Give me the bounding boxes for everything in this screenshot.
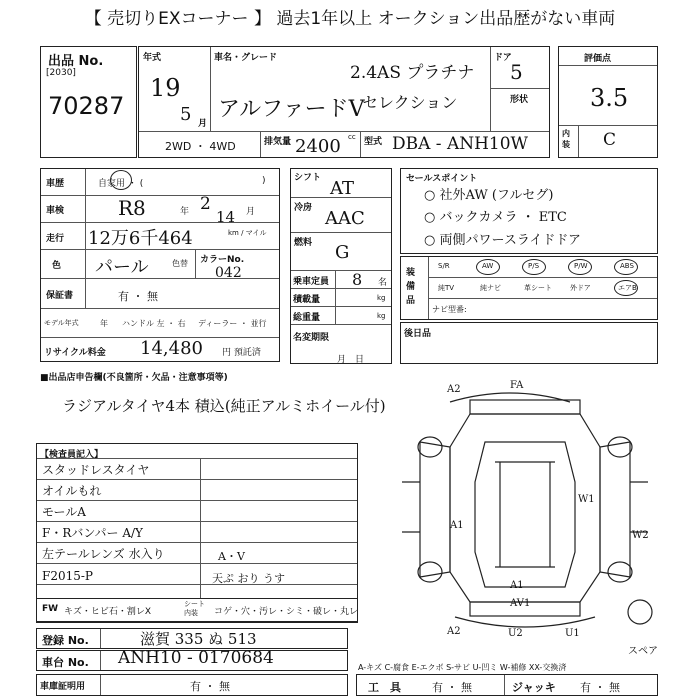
equip-navi: 純ナビ [480, 284, 501, 292]
damage-a2-bottom: A2 [447, 626, 461, 637]
name-change-label: 名変期限 [293, 333, 330, 343]
fw-label: FW [42, 604, 59, 614]
sales-point-1: ○ 社外AW (フルセグ) [424, 188, 554, 203]
color-no-value: 042 [215, 265, 242, 281]
year-label: 年式 [143, 53, 162, 63]
cool-value: AAC [325, 208, 365, 229]
post-items-label: 後日品 [404, 329, 432, 339]
equip-aw: AW [482, 262, 494, 270]
recycle-amount: 14,480 [140, 338, 203, 359]
banner-title: 【 売切りEXコーナー 】 過去1年以上 オークション出品歴がない車両 [84, 9, 616, 29]
tools-value: 有 ・ 無 [432, 681, 472, 694]
equip-door: 外ドア [570, 284, 591, 292]
load-label: 積載量 [293, 295, 321, 305]
doors-label: ドア [494, 53, 512, 63]
cert-value: 有 ・ 無 [190, 680, 230, 693]
load-unit: kg [377, 294, 386, 302]
inspector-note-roof: 天ぷ おり うす [212, 572, 285, 585]
seat-text: コゲ・穴・汚レ・シミ・破レ・丸レ [214, 607, 359, 617]
inspection-day: 14 [216, 208, 236, 226]
weight-unit: kg [377, 312, 386, 320]
tools-label: 工 具 [368, 681, 401, 694]
damage-a1-roof: A1 [510, 580, 524, 591]
equip-sr: S/R [438, 262, 450, 270]
inspector-line-5: 左テールレンズ 水入り [42, 547, 165, 561]
shift-label: シフト [294, 173, 322, 183]
score-label: 評価点 [584, 54, 612, 64]
inspection-month: 2 [200, 194, 211, 214]
shape-label: 形状 [510, 95, 529, 105]
damage-legend: A-キズ C-腐食 E-エクボ S-サビ U-凹ミ W-補修 XX-交換済 [358, 663, 567, 672]
damage-fa: FA [510, 380, 524, 391]
jack-value: 有 ・ 無 [580, 681, 620, 694]
fw-text: キズ・ヒビ石・割レX [64, 607, 151, 617]
color-change-label: 色替 [172, 259, 188, 268]
chassis-value: ANH10 - 0170684 [118, 648, 274, 668]
color-label: 色 [52, 261, 62, 271]
seat-label: シート内装 [184, 600, 205, 617]
mileage-label: 走行 [46, 234, 65, 244]
color-value: パール [95, 257, 149, 278]
month-value: 5 [180, 104, 192, 125]
inspector-line-6: F2015-P [42, 569, 93, 583]
warranty-value: 有 ・ 無 [118, 290, 158, 303]
damage-w1: W1 [578, 494, 595, 505]
inspector-line-1: スタッドレスタイヤ [42, 463, 150, 477]
equip-pw: P/W [574, 262, 588, 270]
mileage-unit: km / マイル [228, 229, 267, 237]
inspector-line-3: モールA [42, 505, 86, 519]
weight-label: 総重量 [293, 313, 321, 323]
grade-value: 2.4AS プラチナ [350, 63, 475, 83]
equip-ps: P/S [528, 262, 540, 270]
chassis-label: 車台 No. [42, 656, 89, 669]
recycle-unit: 円 預託済 [222, 348, 261, 358]
history-circle [110, 170, 132, 190]
inspection-label: 車検 [46, 206, 65, 216]
score-value: 3.5 [590, 84, 629, 112]
capacity-label: 乗車定員 [293, 277, 330, 287]
equip-tv: 純TV [438, 284, 455, 292]
displacement-label: 排気量 [264, 137, 292, 147]
car-diagram [400, 372, 680, 652]
color-no-label: カラーNo. [200, 255, 245, 265]
damage-av1: AV1 [510, 598, 531, 609]
inspection-month-unit: 月 [246, 207, 256, 217]
cool-label: 冷房 [294, 203, 313, 213]
post-items-box [400, 322, 658, 364]
lot-label: 出品 No. [48, 54, 104, 69]
inspector-header: 【検査員記入】 [40, 450, 104, 460]
cert-label: 車庫証明用 [40, 682, 86, 692]
notes-text: ラジアルタイヤ4本 積込(純正アルミホイール付) [62, 397, 386, 415]
equip-abs: ABS [620, 262, 634, 270]
doors-value: 5 [510, 60, 523, 84]
capacity-unit: 名 [378, 278, 388, 288]
model-name: アルファードV [218, 97, 365, 122]
dealer-label: ディーラー ・ 並行 [198, 319, 267, 328]
jack-label: ジャッキ [512, 681, 556, 694]
model-code-label: 型式 [364, 137, 383, 147]
inspector-line-4: F・Rバンパー A/Y [42, 526, 143, 540]
notes-header: ■出品店申告欄(不良箇所・欠品・注意事項等) [40, 373, 228, 383]
registration-label: 登録 No. [42, 634, 89, 647]
damage-a1-left: A1 [450, 520, 464, 531]
sales-label: セールスポイント [406, 174, 478, 184]
registration-value: 滋賀 335 ぬ 513 [140, 630, 257, 648]
fuel-value: G [335, 242, 350, 263]
grade-value-2: セレクション [362, 93, 458, 112]
sales-point-3: ○ 両側パワースライドドア [424, 233, 582, 248]
month-unit: 月 [198, 119, 208, 129]
name-label: 車名・グレード [214, 53, 278, 63]
interior-label: 内装 [562, 129, 570, 149]
interior-value: C [603, 130, 617, 150]
history-label: 車歴 [46, 179, 65, 189]
model-code-value: DBA - ANH10W [392, 134, 529, 154]
model-year-unit: 年 [100, 319, 108, 328]
capacity-value: 8 [352, 270, 363, 289]
name-change-unit: 月 日 [337, 355, 365, 365]
cc-unit: cc [348, 133, 356, 141]
sales-point-2: ○ バックカメラ ・ ETC [424, 210, 567, 225]
inspection-era: R8 [118, 196, 146, 220]
equip-leather: 革シート [524, 284, 552, 292]
damage-a2-top: A2 [447, 384, 461, 395]
navi-model-label: ナビ型番: [432, 305, 467, 314]
shift-value: AT [330, 178, 355, 199]
history-box [40, 168, 280, 362]
handle-label: ハンドル 左 ・ 右 [122, 319, 186, 328]
recycle-label: リサイクル料金 [44, 348, 106, 358]
inspector-line-2: オイルもれ [42, 484, 102, 498]
damage-u1: U1 [565, 628, 580, 639]
inspector-note-av: A・V [218, 550, 245, 563]
lot-sub: [2030] [46, 68, 76, 78]
damage-w2: W2 [632, 530, 649, 541]
displacement-value: 2400 [295, 136, 341, 157]
damage-u2: U2 [508, 628, 523, 639]
inspection-year-unit: 年 [180, 207, 190, 217]
fuel-label: 燃料 [294, 238, 313, 248]
drive-type: 2WD ・ 4WD [165, 140, 236, 153]
warranty-label: 保証書 [46, 291, 74, 301]
equip-airbag: エアB [618, 284, 637, 292]
lot-number: 70287 [48, 92, 125, 120]
model-year-label: モデル年式 [44, 319, 79, 327]
history-value: 自家用 ・ ( [98, 179, 144, 189]
equipment-label: 装備品 [406, 268, 416, 306]
year-value: 19 [150, 74, 181, 102]
spare-label: スペア [628, 646, 658, 657]
mileage-value: 12万6千464 [88, 228, 193, 249]
